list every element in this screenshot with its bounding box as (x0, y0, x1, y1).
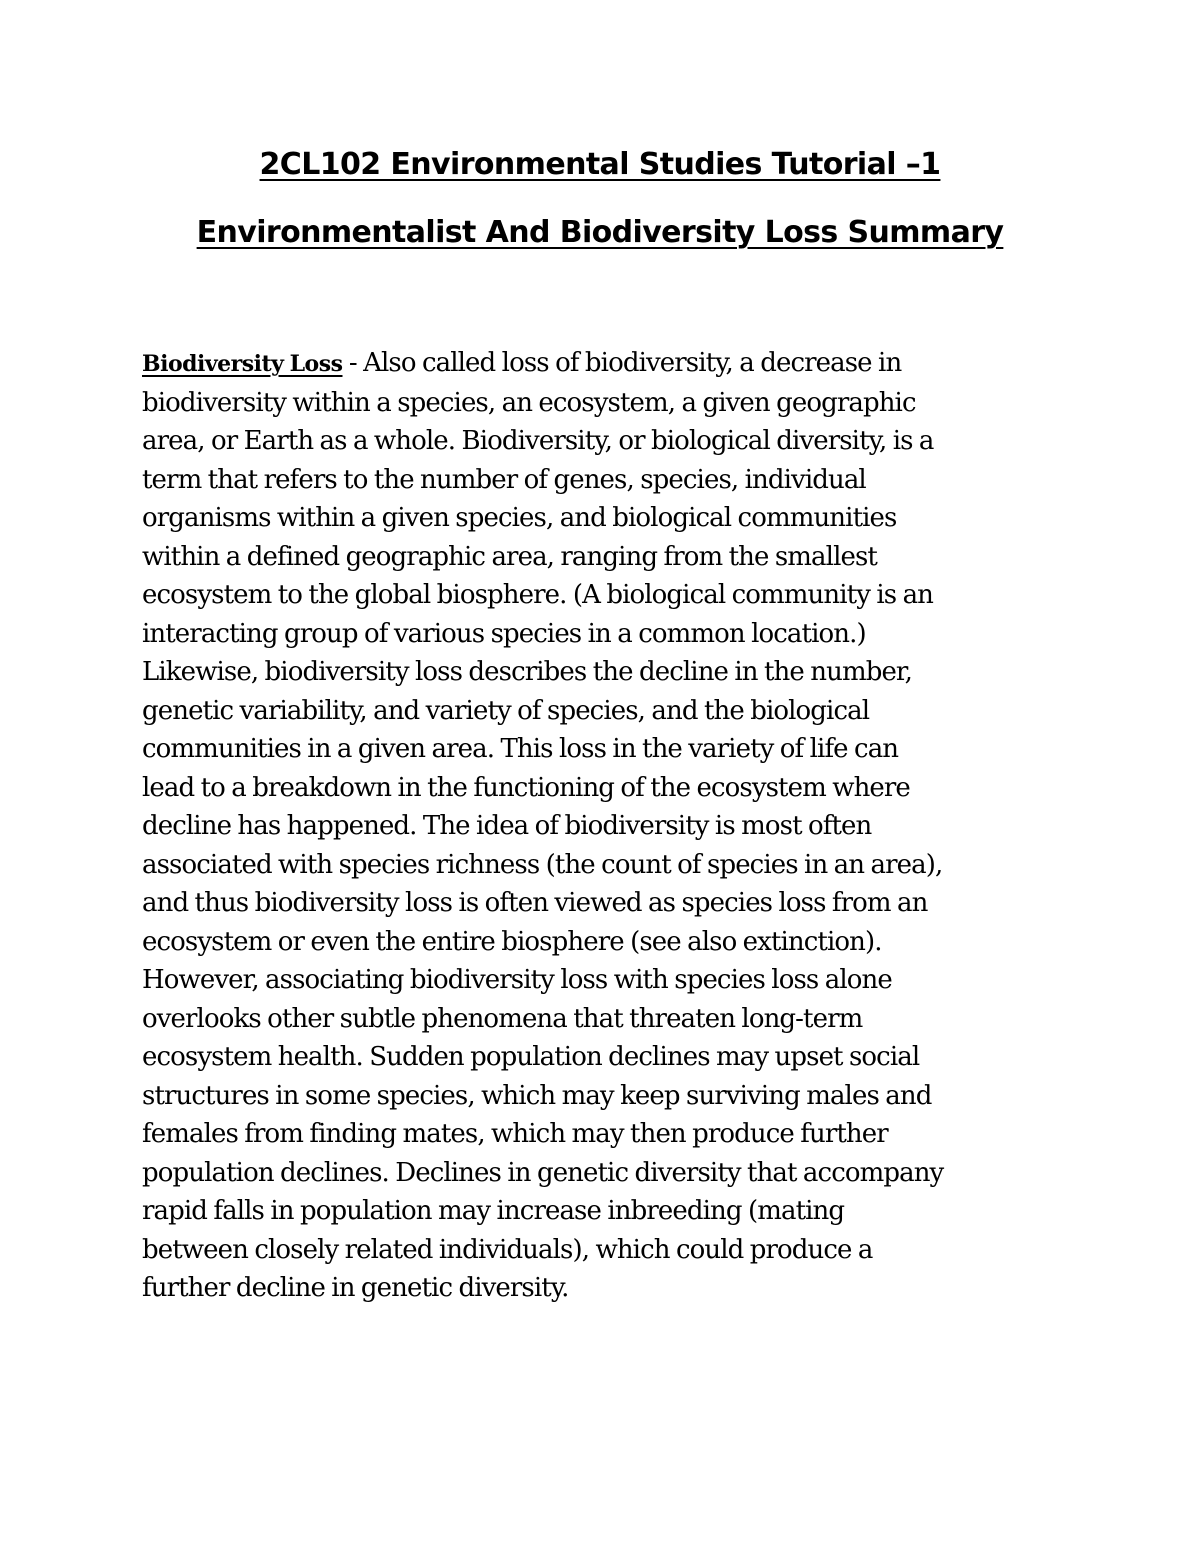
paragraph-line: area, or Earth as a whole. Biodiversity, or biological diversity, is a (142, 426, 934, 456)
paragraph-line: ecosystem to the global biosphere. (A biological community is an (142, 580, 934, 610)
paragraph-line-text: - Also called loss of biodiversity, a decrease in (342, 348, 902, 378)
paragraph-line: population declines. Declines in genetic diversity that accompany (142, 1157, 944, 1188)
paragraph-line: Likewise, biodiversity loss describes the decline in the number, (142, 657, 912, 687)
paragraph-line: further decline in genetic diversity. (142, 1273, 569, 1303)
paragraph-line: However, associating biodiversity loss with species loss alone (142, 965, 892, 995)
paragraph-line: communities in a given area. This loss in the variety of life can (142, 734, 899, 764)
paragraph-line: within a defined geographic area, ranging from the smallest (142, 541, 877, 572)
paragraph-line: ecosystem health. Sudden population declines may upset social (142, 1042, 920, 1072)
paragraph-line: females from finding mates, which may then produce further (142, 1119, 888, 1149)
paragraph-line: term that refers to the number of genes, species, individual (142, 464, 866, 495)
body-paragraph (142, 344, 1082, 1308)
paragraph-line: structures in some species, which may keep surviving males and (142, 1080, 932, 1111)
paragraph-line: rapid falls in population may increase inbreeding (mating (142, 1196, 845, 1226)
paragraph-line: decline has happened. The idea of biodiversity is most often (142, 811, 872, 841)
paragraph-line: overlooks other subtle phenomena that threaten long-term (142, 1003, 863, 1034)
paragraph-line: ecosystem or even the entire biosphere (see also extinction). (142, 926, 882, 957)
paragraph-line: biodiversity within a species, an ecosystem, a given geographic (142, 387, 916, 418)
paragraph-line: associated with species richness (the count of species in an area), (142, 849, 943, 880)
paragraph-line: lead to a breakdown in the functioning of the ecosystem where (142, 772, 910, 803)
document-title: 2CL102 Environmental Studies Tutorial –1 (259, 147, 941, 182)
term-heading: Biodiversity Loss (142, 351, 343, 377)
paragraph-line: organisms within a given species, and biological communities (142, 503, 897, 533)
document-subtitle: Environmentalist And Biodiversity Loss Summary (196, 215, 1004, 250)
paragraph-line: genetic variability, and variety of species, and the biological (142, 695, 870, 726)
paragraph-line: interacting group of various species in a common location.) (142, 618, 866, 649)
paragraph-line: between closely related individuals), which could produce a (142, 1234, 873, 1265)
paragraph-line (142, 344, 1082, 384)
paragraph-line: and thus biodiversity loss is often viewed as species loss from an (142, 888, 928, 918)
